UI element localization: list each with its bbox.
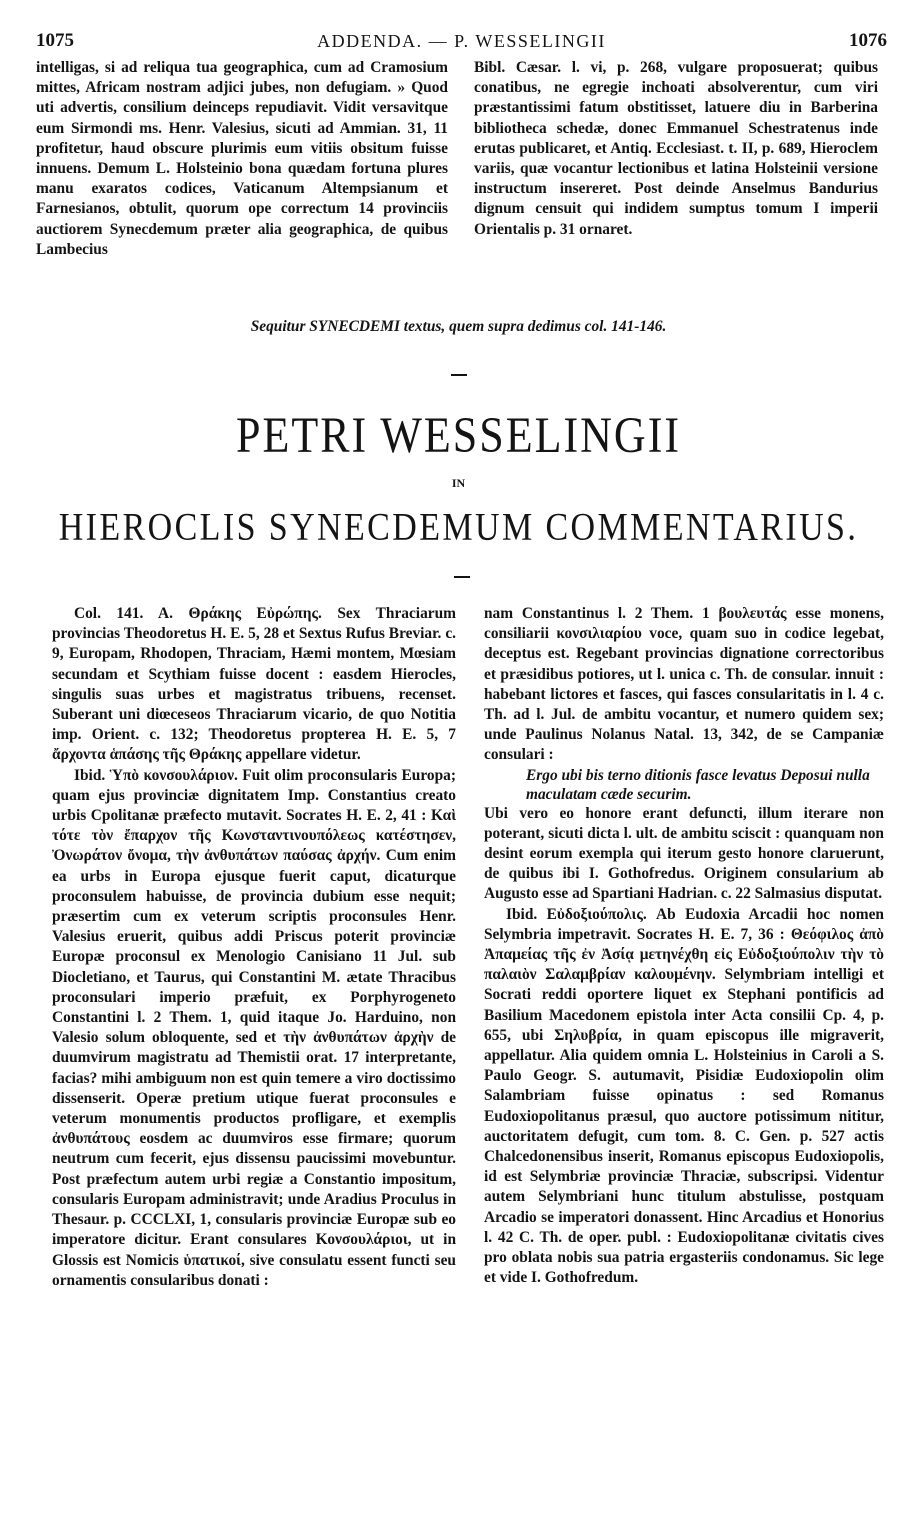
top-left-column — [36, 58, 448, 260]
paragraph: Ibid. Ὑπὸ κονσουλάριον. Fuit olim proconsularis Europa; quam ejus provinciæ dignitatem Imp. Constantius creato urbis Cpolitanæ præfecto mutavit. Socrates H. E. 2, 41 : Καὶ τότε τὸν ἔπαρχον τῆς Κωνσταντινουπόλεως κατέστησεν, Ὀνωράτον ὄνομα, τὴν ἀνθυπάτων παύσας ἀρχήν. Cum enim ea urbs in Europa ejusque fuerit caput, dicaturque proconsulem habuisse, de provincia dubium esse nequit; præsertim cum ex veterum scriptis proconsules Henr. Valesius eruerit, quibus addi Priscus poterit provinciæ Europæ proconsul ex Menologio Canisiano 11 Jul. sub Diocletiano, et Taurus, qui Constantini M. ætate Thracibus proconsulari imperio præfuit, ex Porphyrogeneto Constantini l. 2 Them. 1, quid itaque Jo. Harduino, non Valesio solum obloquente, sed et τὴν ἀνθυπάτων ἀρχὴν de duumvirum magistratu ad Themistii orat. 17 interpretante, facias? mihi ambiguum non est quin temere a viro doctissimo dissenserit. Operæ pretium utique fuerat proconsules e veterum monumentis productos profligare, et exemplis ἀνθυπάτους eosdem ac duumviros esse firmare; quorum neutrum cum fecerit, ejus dissensu paucissimi movebuntur. Post præfectum autem urbi regiæ a Constantio impositum, consularis Europam administravit; unde Aradius Proculus in Thesaur. p. CCCLXI, 1, consularis provinciæ Europæ sub eo imperatore dicitur. Erant consulares Κονσουλάριοι, ut in Glossis est Nomicis ὑπατικοί, sive consulatu essent functi seu ornamentis consularibus donati : — [52, 766, 456, 1289]
sequitur-note: Sequitur SYNECDEMI textus, quem supra dedimus col. 141-146. — [250, 318, 667, 335]
page-number-left: 1075 — [36, 30, 74, 51]
verse-quotation: Ergo ubi bis terno ditionis fasce levatus Deposui nulla maculatam cæde securim. — [526, 766, 870, 803]
title-connector: IN — [451, 476, 466, 490]
paragraph: intelligas, si ad reliqua tua geographica, cum ad Cramosium mittes, Africam nostram adjici jubes, non defugiam. » Quod uti advertis, consilium deinceps repudiavit. Vidit versavitque eum Sirmondi ms. Henr. Valesius, sicuti ad Ammian. 31, 11 profitetur, haud obscure plurimis eum vitiis obsitum fuisse innuens. Demum L. Holsteinio bona quædam fortuna plures manu exaratos codices, Vaticanum Altempsianum et Farnesianos, obtulit, quorum ope correctum 14 provinciis auctiorem Synecdemum præter alia geographica, de quibus Lambecius — [36, 59, 448, 258]
page-number-right: 1076 — [849, 30, 887, 51]
section-divider — [454, 576, 470, 578]
running-title: ADDENDA. — P. WESSELINGII — [317, 31, 606, 51]
paragraph: Bibl. Cæsar. l. vi, p. 268, vulgare proposuerat; quibus conatibus, ne egregie inchoati absolverentur, cum viri præstantissimi fatum obstitisset, latuere diu in Barberina bibliotheca schedæ, donec Emmanuel Schestratenus inde erutas publicaret, et Antiq. Ecclesiast. t. II, p. 689, Hieroclem variis, quæ vocantur lectionibus et latina Holsteinii versione instructum insereret. Post deinde Anselmus Bandurius dignum censuit qui indidem sumptus tomum I imperii Orientalis p. 31 ornaret. — [474, 59, 878, 238]
top-right-column — [474, 58, 878, 240]
section-divider — [451, 374, 467, 376]
commentary-left-column — [52, 604, 456, 1291]
title-work: HIEROCLIS SYNECDEMUM COMMENTARIUS. — [58, 506, 859, 549]
running-head — [36, 30, 887, 56]
commentary-right-column — [484, 604, 884, 1289]
title-author: PETRI WESSELINGII — [235, 407, 682, 464]
paragraph: nam Constantinus l. 2 Them. 1 βουλευτάς esse monens, consiliarii κονσιλιαρίου voce, quam suo in codice legebat, deceptus est. Regebant provincias dignatione correctoribus et præsidibus potiores, ut l. unica c. Th. de consular. innuit : habebant lictores et fasces, qui fasces consularitatis in l. 4 c. Th. ad l. Jul. de ambitu vocantur, et numero quidem sex; unde Paulinus Nolanus Natal. 13, 342, de se Campaniæ consulari : — [484, 605, 884, 764]
paragraph: Col. 141. A. Θράκης Εὐρώπης. Sex Thraciarum provincias Theodoretus H. E. 5, 28 et Sextus Rufus Breviar. c. 9, Europam, Rhodopen, Thraciam, Hæmi montem, Mœsiam secundam et Scythiam fuisse docent : easdem Hierocles, singulis suas urbes et magistratus tribuens, recenset. Suberant uni diœceseos Thraciarum vicario, de quo Notitia imp. Orient. c. 132; Theodoretus propterea H. E. 5, 7 ἄρχοντα ἁπάσης τῆς Θράκης appellare videtur. — [52, 605, 456, 764]
paragraph: Ibid. Εὐδοξιούπολις. Ab Eudoxia Arcadii hoc nomen Selymbria impetravit. Socrates H. E. 7, 36 : Θεόφιλος ἀπὸ Ἀπαμείας τῆς ἐν Ἀσίᾳ μετηνέχθη εἰς Εὐδοξιούπολιν τὴν τὸ παλαιὸν Σαλαμβρίαν καλουμένην. Selymbriam intelligi et Socrati reddi oportere liquet ex Stephani pontificis ad Basilium Macedonem epistola inter Acta consilii Cp. 4, p. 655, ubi Σηλυβρία, in quam episcopus ille migraverit, appellatur. Alia quidem omnia L. Holsteinius in Caroli a S. Paulo Geogr. S. autumavit, Pisidiæ Eudoxiopolin olim Salambriam fuisse opinatus : sed Romanus Eudoxiopolitanus præsul, quo auctore potissimum nititur, auctoritatem defugit, cum tom. 8. C. Gen. p. 527 actis Chalcedonensibus inserit, Romanus episcopus Eudoxiopolis, id est Selymbriæ provinciæ Thraciæ, subscripsi. Videntur autem Selymbriani hunc titulum abstulisse, postquam Arcadio se imperatori donassent. Hinc Arcadius et Honorius l. 42 C. Th. de oper. publ. : Eudoxiopolitanæ civitatis cives pro oblata nobis sua patria ergasteriis condonamus. Sic lege et vide I. Gothofredum. — [484, 905, 884, 1287]
paragraph: Ubi vero eo honore erant defuncti, illum iterare non poterant, sicuti dicta l. ult. de ambitu sciscit : quanquam non desint eorum exempla qui iterum gesto honore claruerunt, de quibus ibi I. Gothofredus. Originem consularium ab Augusto esse ad Spartiani Hadrian. c. 22 Salmasius disputat. — [484, 804, 884, 903]
